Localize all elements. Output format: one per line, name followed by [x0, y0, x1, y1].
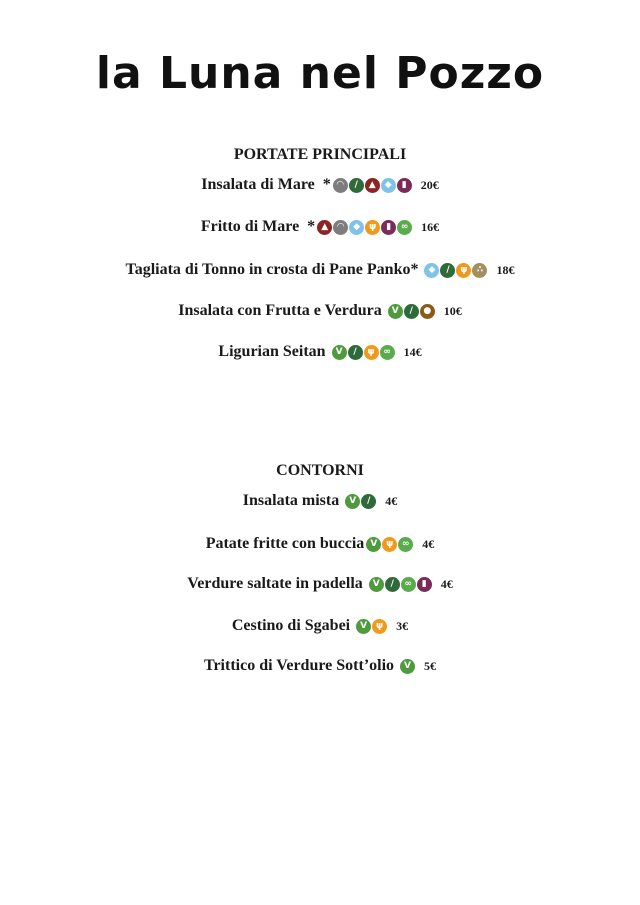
vegan-icon: V [369, 577, 384, 592]
soy-icon: ∞ [380, 345, 395, 360]
sulphites-icon: ▮ [417, 577, 432, 592]
gluten-icon: ψ [372, 619, 387, 634]
vegan-icon: V [345, 494, 360, 509]
section-heading: CONTORNI [276, 462, 364, 479]
soy-icon: ∞ [401, 577, 416, 592]
fish-icon: ◆ [424, 263, 439, 278]
menu-item [0, 261, 640, 279]
menu-item-price: 14€ [403, 344, 422, 359]
allergen-icons [400, 659, 416, 674]
vegan-icon: V [332, 345, 347, 360]
allergen-icons [332, 345, 396, 360]
menu-item-price: 16€ [421, 219, 440, 234]
menu-item-price: 3€ [396, 618, 409, 633]
celery-icon: / [349, 178, 364, 193]
allergen-icons [356, 619, 388, 634]
fish-icon: ◆ [349, 220, 364, 235]
menu-item-name: Verdure saltate in padella [187, 575, 367, 592]
fish-icon: ◆ [381, 178, 396, 193]
menu-item-name: Insalata mista [242, 492, 344, 509]
menu-item-name: Fritto di Mare * [200, 218, 316, 235]
menu-item-price: 5€ [424, 658, 437, 673]
sulphites-icon: ▮ [397, 178, 412, 193]
allergen-icons [333, 178, 413, 193]
vegan-icon: V [356, 619, 371, 634]
shellfish-icon: ◠ [333, 178, 348, 193]
menu-item-price: 10€ [443, 303, 462, 318]
menu-item [0, 535, 640, 553]
allergen-icons [317, 220, 413, 235]
menu-item-price: 4€ [440, 576, 453, 591]
vegan-icon: V [400, 659, 415, 674]
section-portate-principali [0, 144, 640, 360]
menu-item [0, 343, 640, 361]
menu-item [0, 617, 640, 635]
allergen-icons [369, 577, 433, 592]
nuts-icon: ● [420, 304, 435, 319]
menu-item [0, 218, 640, 236]
vegan-icon: V [388, 304, 403, 319]
menu-item-price: 20€ [420, 177, 439, 192]
sesame-icon: ∴ [472, 263, 487, 278]
menu-item [0, 657, 640, 675]
menu-item [0, 176, 640, 194]
gluten-icon: ψ [365, 220, 380, 235]
restaurant-title: la Luna nel Pozzo [95, 48, 545, 99]
celery-icon: / [385, 577, 400, 592]
gluten-icon: ψ [456, 263, 471, 278]
menu-item-name: Tagliata di Tonno in crosta di Pane Panko* [125, 261, 423, 278]
soy-icon: ∞ [397, 220, 412, 235]
menu-item-price: 18€ [496, 262, 515, 277]
menu-item-name: Insalata con Frutta e Verdura [178, 302, 386, 319]
crustaceans-icon: ▲ [365, 178, 380, 193]
celery-icon: / [348, 345, 363, 360]
shellfish-icon: ◠ [333, 220, 348, 235]
gluten-icon: ψ [364, 345, 379, 360]
menu-item-name: Insalata di Mare * [201, 176, 331, 193]
menu-item-price: 4€ [385, 493, 398, 508]
menu-item-name: Trittico di Verdure Sott’olio [203, 657, 399, 674]
celery-icon: / [440, 263, 455, 278]
crustaceans-icon: ▲ [317, 220, 332, 235]
menu-item-name: Cestino di Sgabei [231, 617, 355, 634]
menu-item-name: Ligurian Seitan [218, 343, 330, 360]
allergen-icons [366, 537, 414, 552]
menu-item [0, 492, 640, 510]
section-contorni [0, 460, 640, 674]
allergen-icons [388, 304, 436, 319]
menu-item-price: 4€ [422, 536, 435, 551]
sulphites-icon: ▮ [381, 220, 396, 235]
celery-icon: / [404, 304, 419, 319]
menu-item [0, 575, 640, 593]
menu-item [0, 302, 640, 320]
allergen-icons [424, 263, 488, 278]
allergen-icons [345, 494, 377, 509]
celery-icon: / [361, 494, 376, 509]
menu-item-name: Patate fritte con buccia [205, 535, 365, 552]
vegan-icon: V [366, 537, 381, 552]
section-heading: PORTATE PRINCIPALI [233, 146, 407, 163]
soy-icon: ∞ [398, 537, 413, 552]
gluten-icon: ψ [382, 537, 397, 552]
